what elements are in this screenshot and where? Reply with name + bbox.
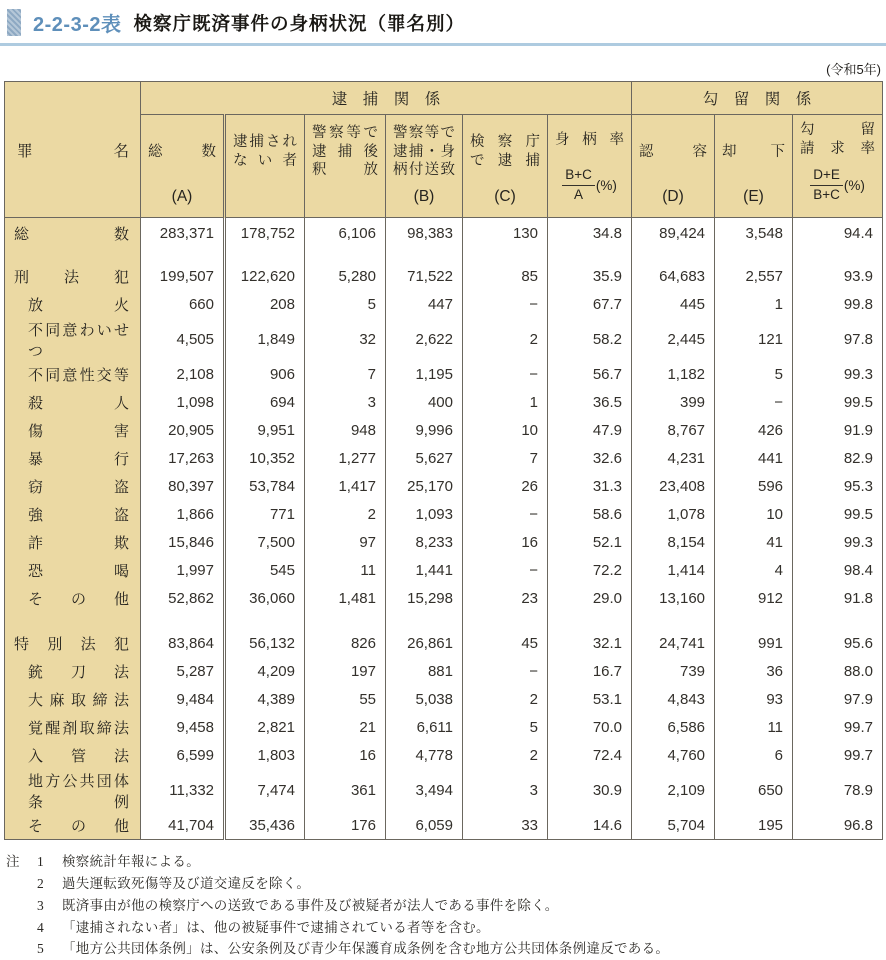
value-cell: 2 [463, 319, 548, 361]
value-cell: 2,821 [225, 714, 305, 742]
value-cell: 67.7 [548, 291, 632, 319]
offense-name: 不同意わいせつ [5, 319, 141, 361]
value-cell: 11,332 [141, 770, 225, 812]
value-cell: 71,522 [386, 263, 463, 291]
value-cell: 3 [305, 389, 386, 417]
value-cell: 948 [305, 417, 386, 445]
value-cell: 1,098 [141, 389, 225, 417]
value-cell: 26,861 [386, 630, 463, 658]
value-cell: 72.2 [548, 557, 632, 585]
value-cell: 1,195 [386, 361, 463, 389]
value-cell: 3,494 [386, 770, 463, 812]
value-cell: 1,481 [305, 585, 386, 613]
value-cell: 97 [305, 529, 386, 557]
offense-name: 詐欺 [5, 529, 141, 557]
value-cell: 93.9 [793, 263, 883, 291]
value-cell: 52,862 [141, 585, 225, 613]
value-cell: 5 [715, 361, 793, 389]
note-label [6, 917, 37, 939]
value-cell: 1,441 [386, 557, 463, 585]
value-cell: 399 [632, 389, 715, 417]
value-cell: 771 [225, 501, 305, 529]
table-row [5, 714, 883, 742]
value-cell: 7,500 [225, 529, 305, 557]
table-row [5, 686, 883, 714]
table-row [5, 473, 883, 501]
value-cell: 99.7 [793, 714, 883, 742]
note-number: 1 [37, 854, 44, 869]
value-cell: 36 [715, 658, 793, 686]
value-cell: 2,622 [386, 319, 463, 361]
value-cell: 45 [463, 630, 548, 658]
note-item [6, 895, 882, 917]
value-cell: 83,864 [141, 630, 225, 658]
value-cell: 6,586 [632, 714, 715, 742]
value-cell: 11 [715, 714, 793, 742]
value-cell: 97.8 [793, 319, 883, 361]
group-header-detention: 勾留関係 [632, 82, 883, 115]
value-cell: − [715, 389, 793, 417]
value-cell: 4,231 [632, 445, 715, 473]
value-cell: 56,132 [225, 630, 305, 658]
value-cell: 13,160 [632, 585, 715, 613]
note-label [6, 873, 37, 895]
value-cell: 3 [463, 770, 548, 812]
table-header [5, 82, 883, 218]
value-cell: 53,784 [225, 473, 305, 501]
header-line: 勾留 [800, 122, 876, 139]
value-cell: 1,277 [305, 445, 386, 473]
header-line: 逮捕され [233, 134, 297, 151]
era-label: (令和5年) [826, 62, 881, 77]
value-cell: 650 [715, 770, 793, 812]
value-cell: − [463, 557, 548, 585]
value-cell: 32.6 [548, 445, 632, 473]
table-row [5, 319, 883, 361]
value-cell: 78.9 [793, 770, 883, 812]
value-cell: 199,507 [141, 263, 225, 291]
value-cell: 178,752 [225, 218, 305, 246]
value-cell: 2,557 [715, 263, 793, 291]
value-cell: 1,417 [305, 473, 386, 501]
value-cell: 17,263 [141, 445, 225, 473]
value-cell: 447 [386, 291, 463, 319]
header-code [312, 184, 378, 214]
offense-name: 強盗 [5, 501, 141, 529]
value-cell: 208 [225, 291, 305, 319]
note-item [6, 873, 882, 895]
table-number: 2-2-3-2表 [33, 14, 122, 36]
value-cell: 4,760 [632, 742, 715, 770]
value-cell: 98,383 [386, 218, 463, 246]
value-cell: 660 [141, 291, 225, 319]
value-cell: 912 [715, 585, 793, 613]
value-cell: 195 [715, 812, 793, 840]
header-code: (C) [494, 188, 516, 205]
header-code: (D) [662, 188, 684, 205]
table-row [5, 445, 883, 473]
column-header-detention-request-rate [793, 115, 883, 218]
value-cell: 58.2 [548, 319, 632, 361]
value-cell: 11 [305, 557, 386, 585]
value-cell: 4,389 [225, 686, 305, 714]
value-cell: 5 [463, 714, 548, 742]
header-formula: $\frac{D+E}{B+C}$ (%) [800, 160, 875, 214]
note-item [6, 938, 882, 960]
value-cell: 3,548 [715, 218, 793, 246]
column-header-custody-rate [548, 115, 632, 218]
value-cell: 97.9 [793, 686, 883, 714]
value-cell: 8,154 [632, 529, 715, 557]
offense-name: 殺人 [5, 389, 141, 417]
value-cell: 2 [305, 501, 386, 529]
value-cell: 16 [305, 742, 386, 770]
value-cell: 93 [715, 686, 793, 714]
value-cell: 26 [463, 473, 548, 501]
value-cell: − [463, 501, 548, 529]
value-cell: 20,905 [141, 417, 225, 445]
value-cell: 14.6 [548, 812, 632, 840]
value-cell: 445 [632, 291, 715, 319]
group-header-arrest: 逮捕関係 [141, 82, 632, 115]
header-line: 検察庁 [470, 134, 540, 151]
value-cell: 5,280 [305, 263, 386, 291]
value-cell: 41 [715, 529, 793, 557]
table-row [5, 218, 883, 246]
offense-name: その他 [5, 812, 141, 840]
value-cell: 36.5 [548, 389, 632, 417]
value-cell: 1,414 [632, 557, 715, 585]
value-cell: 283,371 [141, 218, 225, 246]
value-cell: 6,599 [141, 742, 225, 770]
value-cell: 596 [715, 473, 793, 501]
note-label [6, 895, 37, 917]
offense-name: 刑法犯 [5, 263, 141, 291]
note-label [6, 938, 37, 960]
table-body [5, 218, 883, 840]
value-cell: 91.9 [793, 417, 883, 445]
column-header-detention-granted [632, 115, 715, 218]
value-cell: 21 [305, 714, 386, 742]
header-line: 逮捕後 [312, 143, 378, 160]
table-row [5, 557, 883, 585]
value-cell: 906 [225, 361, 305, 389]
value-cell: 7,474 [225, 770, 305, 812]
value-cell: 9,951 [225, 417, 305, 445]
offense-name: 放火 [5, 291, 141, 319]
header-code [233, 184, 297, 214]
custody-status-table [4, 81, 883, 840]
value-cell: 6,106 [305, 218, 386, 246]
value-cell: 5,038 [386, 686, 463, 714]
header-line: ない者 [233, 153, 297, 169]
offense-name: その他 [5, 585, 141, 613]
value-cell: 10 [463, 417, 548, 445]
header-code: (E) [743, 188, 764, 205]
value-cell: 9,996 [386, 417, 463, 445]
value-cell: 52.1 [548, 529, 632, 557]
value-cell: 4 [715, 557, 793, 585]
offense-name: 恐喝 [5, 557, 141, 585]
value-cell: 99.3 [793, 361, 883, 389]
header-line: 逮捕・身 [393, 143, 455, 160]
value-cell: 23 [463, 585, 548, 613]
value-cell: 85 [463, 263, 548, 291]
fraction: $\frac{B+C}{A}$ [562, 167, 595, 202]
note-label: 注 [6, 854, 20, 869]
value-cell: 23,408 [632, 473, 715, 501]
value-cell: 121 [715, 319, 793, 361]
value-cell: 24,741 [632, 630, 715, 658]
value-cell: 4,209 [225, 658, 305, 686]
value-cell: 2,108 [141, 361, 225, 389]
value-cell: 34.8 [548, 218, 632, 246]
value-cell: 53.1 [548, 686, 632, 714]
value-cell: 1,997 [141, 557, 225, 585]
note-text: 「逮捕されない者」は、他の被疑事件で逮捕されている者等を含む。 [62, 919, 490, 935]
note-number: 3 [37, 897, 44, 913]
value-cell: 31.3 [548, 473, 632, 501]
note-text: 既済事由が他の検察庁への送致である事件及び被疑者が法人である事件を除く。 [62, 897, 559, 913]
value-cell: 5 [305, 291, 386, 319]
header-line: 柄付送致 [393, 162, 455, 179]
table-row [5, 585, 883, 613]
note-number: 2 [37, 875, 44, 891]
value-cell: 56.7 [548, 361, 632, 389]
value-cell: 4,778 [386, 742, 463, 770]
column-header-offense: 罪名 [5, 82, 141, 218]
value-cell: 95.3 [793, 473, 883, 501]
header-line: 釈放 [312, 162, 378, 179]
value-cell: 36,060 [225, 585, 305, 613]
column-header-detention-rejected [715, 115, 793, 218]
header-code: (A) [171, 188, 193, 205]
note-number: 4 [37, 919, 44, 935]
value-cell: 32.1 [548, 630, 632, 658]
value-cell: 10,352 [225, 445, 305, 473]
value-cell: 32 [305, 319, 386, 361]
offense-name: 暴行 [5, 445, 141, 473]
note-number: 5 [37, 941, 44, 957]
value-cell: 1 [463, 389, 548, 417]
table-row [5, 529, 883, 557]
value-cell: 35.9 [548, 263, 632, 291]
value-cell: 197 [305, 658, 386, 686]
value-cell: 55 [305, 686, 386, 714]
value-cell: 80,397 [141, 473, 225, 501]
column-header-sent-in-custody [386, 115, 463, 218]
offense-name: 窃盗 [5, 473, 141, 501]
value-cell: 35,436 [225, 812, 305, 840]
value-cell: 881 [386, 658, 463, 686]
offense-name: 特別法犯 [5, 630, 141, 658]
value-cell: 33 [463, 812, 548, 840]
value-cell: 5,287 [141, 658, 225, 686]
column-header-not-arrested [225, 115, 305, 218]
offense-name: 地方公共団体条例 [5, 770, 141, 812]
value-cell: 94.4 [793, 218, 883, 246]
header-line: 認容 [639, 143, 708, 160]
value-cell: 95.6 [793, 630, 883, 658]
table-row [5, 417, 883, 445]
value-cell: 7 [305, 361, 386, 389]
table-row [5, 812, 883, 840]
table-row [5, 263, 883, 291]
value-cell: 41,704 [141, 812, 225, 840]
table-row [5, 770, 883, 812]
value-cell: − [463, 291, 548, 319]
value-cell: − [463, 658, 548, 686]
value-cell: 99.3 [793, 529, 883, 557]
value-cell: 4,505 [141, 319, 225, 361]
offense-name: 大麻取締法 [5, 686, 141, 714]
spacer-row [5, 246, 883, 263]
value-cell: 91.8 [793, 585, 883, 613]
value-cell: 47.9 [548, 417, 632, 445]
value-cell: 99.5 [793, 501, 883, 529]
note-text: 検察統計年報による。 [62, 854, 200, 869]
value-cell: 545 [225, 557, 305, 585]
value-cell: 400 [386, 389, 463, 417]
header-line: 却下 [722, 143, 786, 160]
header-line: 総数 [148, 143, 216, 160]
value-cell: 2 [463, 742, 548, 770]
value-cell: 82.9 [793, 445, 883, 473]
value-cell: 10 [715, 501, 793, 529]
column-header-total [141, 115, 225, 218]
value-cell: 1,182 [632, 361, 715, 389]
fraction: $\frac{D+E}{B+C}$ [810, 167, 843, 202]
value-cell: 176 [305, 812, 386, 840]
value-cell: 29.0 [548, 585, 632, 613]
value-cell: 96.8 [793, 812, 883, 840]
table-row [5, 658, 883, 686]
offense-name: 総数 [5, 218, 141, 246]
value-cell: 2,109 [632, 770, 715, 812]
value-cell: 6,059 [386, 812, 463, 840]
note-text: 「地方公共団体条例」は、公安条例及び青少年保護育成条例を含む地方公共団体条例違反である。 [62, 941, 670, 957]
offense-name: 不同意性交等 [5, 361, 141, 389]
value-cell: 122,620 [225, 263, 305, 291]
header-line: で逮捕 [470, 153, 540, 169]
value-cell: 5,704 [632, 812, 715, 840]
table-row [5, 742, 883, 770]
value-cell: 16 [463, 529, 548, 557]
value-cell: 739 [632, 658, 715, 686]
value-cell: 70.0 [548, 714, 632, 742]
header-line: 警察等で [312, 125, 378, 142]
value-cell: 991 [715, 630, 793, 658]
value-cell: 9,484 [141, 686, 225, 714]
value-cell: 694 [225, 389, 305, 417]
value-cell: 98.4 [793, 557, 883, 585]
value-cell: 58.6 [548, 501, 632, 529]
offense-name: 銃刀法 [5, 658, 141, 686]
header-line: 身柄率 [555, 131, 625, 148]
value-cell: 130 [463, 218, 548, 246]
header-line: 警察等で [393, 125, 455, 142]
column-header-released-after-arrest [305, 115, 386, 218]
value-cell: 88.0 [793, 658, 883, 686]
header-code: (B) [413, 188, 435, 205]
value-cell: 441 [715, 445, 793, 473]
value-cell: 6 [715, 742, 793, 770]
note-text: 過失運転致死傷等及び道交違反を除く。 [62, 875, 311, 891]
value-cell: 1,078 [632, 501, 715, 529]
value-cell: 72.4 [548, 742, 632, 770]
table-row [5, 630, 883, 658]
value-cell: 99.5 [793, 389, 883, 417]
value-cell: 4,843 [632, 686, 715, 714]
table-title-bar [0, 6, 886, 42]
section-marker-icon [7, 9, 21, 36]
value-cell: 361 [305, 770, 386, 812]
value-cell: 2,445 [632, 319, 715, 361]
value-cell: 2 [463, 686, 548, 714]
header-formula: $\frac{B+C}{A}$ (%) [555, 160, 624, 214]
value-cell: 89,424 [632, 218, 715, 246]
value-cell: 15,846 [141, 529, 225, 557]
value-cell: 5,627 [386, 445, 463, 473]
value-cell: 8,767 [632, 417, 715, 445]
value-cell: 7 [463, 445, 548, 473]
value-cell: 64,683 [632, 263, 715, 291]
value-cell: 1,866 [141, 501, 225, 529]
value-cell: 1,803 [225, 742, 305, 770]
value-cell: 8,233 [386, 529, 463, 557]
value-cell: − [463, 361, 548, 389]
value-cell: 99.7 [793, 742, 883, 770]
offense-name: 傷害 [5, 417, 141, 445]
value-cell: 1 [715, 291, 793, 319]
notes-block [6, 851, 882, 960]
value-cell: 6,611 [386, 714, 463, 742]
note-item [6, 851, 882, 873]
spacer-row [5, 613, 883, 630]
offense-name: 覚醒剤取締法 [5, 714, 141, 742]
table-row [5, 361, 883, 389]
note-item [6, 917, 882, 939]
page-title: 検察庁既済事件の身柄状況（罪名別） [133, 12, 465, 34]
value-cell: 1,093 [386, 501, 463, 529]
value-cell: 826 [305, 630, 386, 658]
value-cell: 9,458 [141, 714, 225, 742]
group-header-row [5, 82, 883, 115]
value-cell: 15,298 [386, 585, 463, 613]
value-cell: 16.7 [548, 658, 632, 686]
table-row [5, 501, 883, 529]
value-cell: 99.8 [793, 291, 883, 319]
offense-name: 入管法 [5, 742, 141, 770]
value-cell: 25,170 [386, 473, 463, 501]
value-cell: 30.9 [548, 770, 632, 812]
value-cell: 1,849 [225, 319, 305, 361]
value-cell: 426 [715, 417, 793, 445]
column-header-arrested-by-prosecutor [463, 115, 548, 218]
table-row [5, 291, 883, 319]
header-line: 請求率 [800, 141, 876, 157]
table-row [5, 389, 883, 417]
